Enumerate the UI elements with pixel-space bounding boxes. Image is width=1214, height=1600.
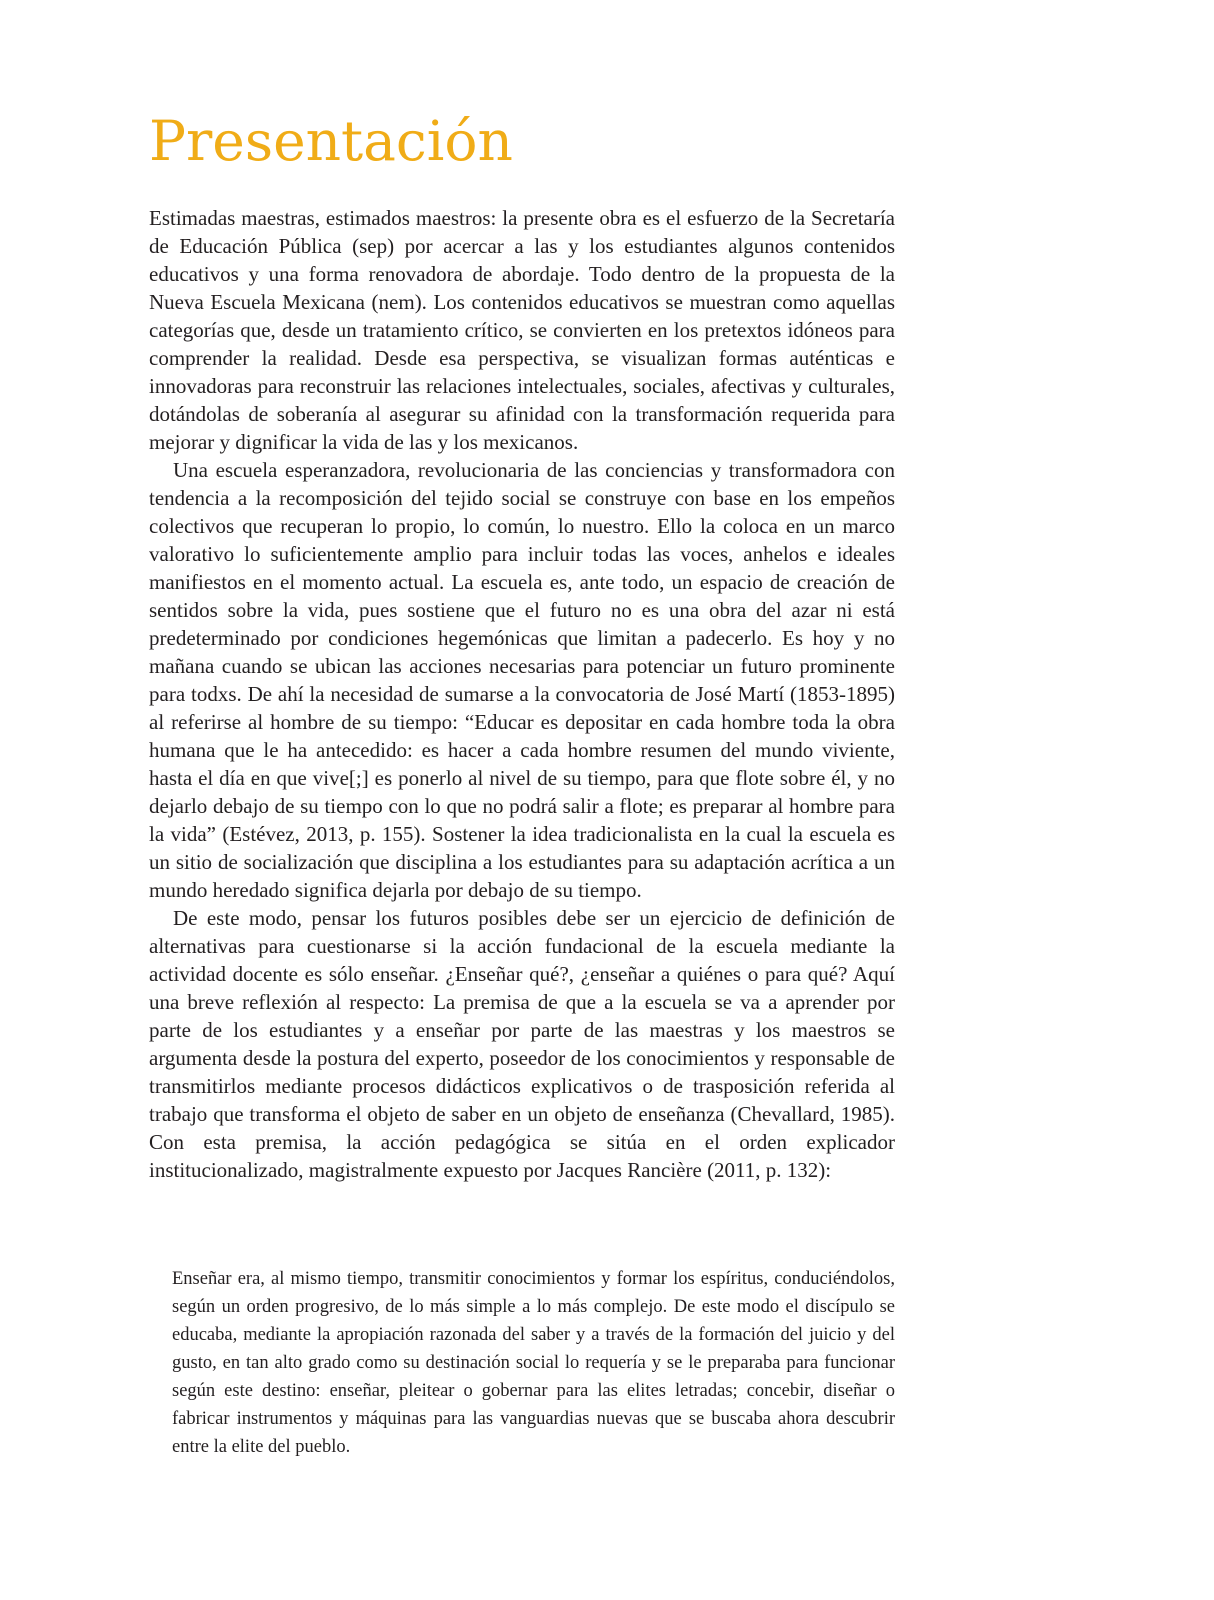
paragraph-2: Una escuela esperanzadora, revolucionaria de las conciencias y transformadora con tendencia a la recomposición del tejido social se construye con base en los empeños colectivos que recuperan lo propio, lo común, lo nuestro. Ello la coloca en un marco valorativo lo suficientemente amplio para incluir todas las voces, anhelos e ideales manifiestos en el momento actual. La escuela es, ante todo, un espacio de creación de sentidos sobre la vida, pues sostiene que el futuro no es una obra del azar ni está predeterminado por condiciones hegemónicas que limitan a padecerlo. Es hoy y no mañana cuando se ubican las acciones necesarias para potenciar un futuro prominente para todxs. De ahí la necesidad de sumarse a la convocatoria de José Martí (1853-1895) al referirse al hombre de su tiempo: “Educar es depositar en cada hombre toda la obra humana que le ha antecedido: es hacer a cada hombre resumen del mundo viviente, hasta el día en que vive[;] es ponerlo al nivel de su tiempo, para que flote sobre él, y no dejarlo debajo de su tiempo con lo que no podrá salir a flote; es preparar al hombre para la vida” (Estévez, 2013, p. 155). Sostener la idea tradicionalista en la cual la escuela es un sitio de socialización que disciplina a los estudiantes para su adaptación acrítica a un mundo heredado significa dejarla por debajo de su tiempo. bbox=[149, 458, 895, 902]
page-title: Presentación bbox=[149, 109, 513, 173]
paragraph-1: Estimadas maestras, estimados maestros: la presente obra es el esfuerzo de la Secretaría de Educación Pública (sep) por acercar a las y los estudiantes algunos contenidos educativos y una forma renovadora de abordaje. Todo dentro de la propuesta de la Nueva Escuela Mexicana (nem). Los contenidos educativos se muestran como aquellas categorías que, desde un tratamiento crítico, se convierten en los pretextos idóneos para comprender la realidad. Desde esa perspectiva, se visualizan formas auténticas e innovadoras para reconstruir las relaciones intelectuales, sociales, afectivas y culturales, dotándolas de soberanía al asegurar su afinidad con la transformación requerida para mejorar y dignificar la vida de las y los mexicanos. bbox=[149, 206, 895, 454]
paragraph-3: De este modo, pensar los futuros posibles debe ser un ejercicio de definición de alternativas para cuestionarse si la acción fundacional de la escuela mediante la actividad docente es sólo enseñar. ¿Enseñar qué?, ¿enseñar a quiénes o para qué? Aquí una breve reflexión al respecto: La premisa de que a la escuela se va a aprender por parte de los estudiantes y a enseñar por parte de las maestras y los maestros se argumenta desde la postura del experto, poseedor de los conocimientos y responsable de transmitirlos mediante procesos didácticos explicativos o de trasposición referida al trabajo que transforma el objeto de saber en un objeto de enseñanza (Chevallard, 1985). Con esta premisa, la acción pedagógica se sitúa en el orden explicador institucionalizado, magistralmente expuesto por Jacques Rancière (2011, p. 132): bbox=[149, 906, 895, 1182]
block-quote: Enseñar era, al mismo tiempo, transmitir conocimientos y formar los espíritus, conduciéndolos, según un orden progresivo, de lo más simple a lo más complejo. De este modo el discípulo se educaba, mediante la apropiación razonada del saber y a través de la formación del juicio y del gusto, en tan alto grado como su destinación social lo requería y se le preparaba para funcionar según este destino: enseñar, pleitear o gobernar para las elites letradas; concebir, diseñar o fabricar instrumentos y máquinas para las vanguardias nuevas que se buscaba ahora descubrir entre la elite del pueblo. bbox=[172, 1269, 895, 1457]
body-text bbox=[149, 204, 895, 1184]
